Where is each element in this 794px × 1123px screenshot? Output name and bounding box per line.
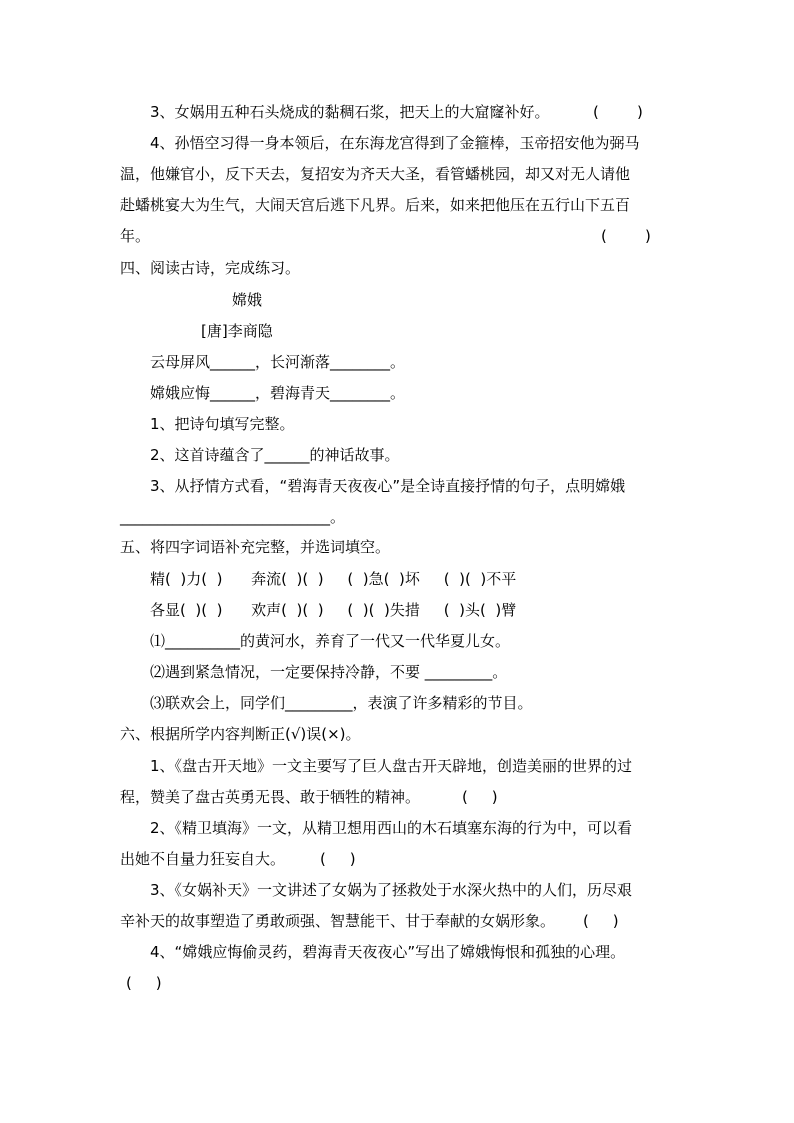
judge-2-line2: 出她不自量力狂妄自大。: [120, 850, 286, 868]
fill-sentence-2: ⑵遇到紧急情况，一定要保持冷静，不要 _________。: [150, 663, 508, 681]
poem-question-1: 1、把诗句填写完整。: [150, 415, 295, 433]
poem-title: 嫦娥: [232, 291, 263, 309]
judge-3-answer-blank[interactable]: ( ): [583, 912, 619, 930]
judge-4-answer-blank[interactable]: ( ): [126, 974, 162, 992]
fill-sentence-3: ⑶联欢会上，同学们_________，表演了许多精彩的节目。: [150, 694, 533, 712]
fill-sentence-1: ⑴__________的黄河水，养育了一代又一代华夏儿女。: [150, 632, 511, 650]
section-4-heading: 四、阅读古诗，完成练习。: [120, 259, 301, 277]
poem-question-3-answer-line[interactable]: ____________________________。: [120, 508, 346, 526]
section-5-heading: 五、将四字词语补充完整，并选词填空。: [120, 538, 391, 556]
judge-3-line2: 辛补天的故事塑造了勇敢顽强、智慧能干、甘于奉献的女娲形象。: [120, 912, 556, 930]
q4-wukong-line1: 4、孙悟空习得一身本领后，在东海龙宫得到了金箍棒，玉帝招安他为弼马: [150, 134, 640, 152]
q3-nuwa-statement: 3、女娲用五种石头烧成的黏稠石浆，把天上的大窟窿补好。: [150, 103, 550, 121]
judge-2-line1: 2、《精卫填海》一文，从精卫想用西山的木石填塞东海的行为中，可以看: [150, 819, 633, 837]
idiom-row-2: 各显( )( ) 欢声( )( ) ( )( )失措 ( )头( )臂: [150, 601, 517, 619]
idiom-row-1: 精( )力( ) 奔流( )( ) ( )急( )坏 ( )( )不平: [150, 570, 517, 588]
judge-4-line1: 4、“嫦娥应悔偷灵药，碧海青天夜夜心”写出了嫦娥悔恨和孤独的心理。: [150, 943, 626, 961]
section-6-heading: 六、根据所学内容判断正(√)误(×)。: [120, 725, 361, 743]
judge-2-answer-blank[interactable]: ( ): [320, 850, 356, 868]
poem-line-2: 嫦娥应悔______，碧海青天________。: [150, 384, 406, 402]
q4-wukong-line2: 温，他嫌官小，反下天去，复招安为齐天大圣，看管蟠桃园，却又对无人请他: [120, 165, 631, 183]
judge-1-line1: 1、《盘古开天地》一文主要写了巨人盘古开天辟地，创造美丽的世界的过: [150, 757, 633, 775]
judge-3-line1: 3、《女娲补天》一文讲述了女娲为了拯救处于水深火热中的人们，历尽艰: [150, 881, 633, 899]
poem-question-3: 3、从抒情方式看，“碧海青天夜夜心”是全诗直接抒情的句子，点明嫦娥: [150, 477, 626, 495]
judge-1-answer-blank[interactable]: ( ): [462, 788, 498, 806]
poem-question-2: 2、这首诗蕴含了______的神话故事。: [150, 446, 400, 464]
q4-wukong-line3: 赴蟠桃宴大为生气，大闹天宫后逃下凡界。后来，如来把他压在五行山下五百: [120, 196, 631, 214]
judge-1-line2: 程，赞美了盘古英勇无畏、敢于牺牲的精神。: [120, 788, 421, 806]
poem-author: [唐]李商隐: [201, 322, 273, 340]
q3-answer-blank[interactable]: ( ): [593, 103, 643, 121]
poem-line-1: 云母屏风______，长河渐落________。: [150, 353, 406, 371]
q4-answer-blank[interactable]: ( ): [601, 227, 651, 245]
q4-wukong-line4: 年。: [120, 227, 151, 245]
